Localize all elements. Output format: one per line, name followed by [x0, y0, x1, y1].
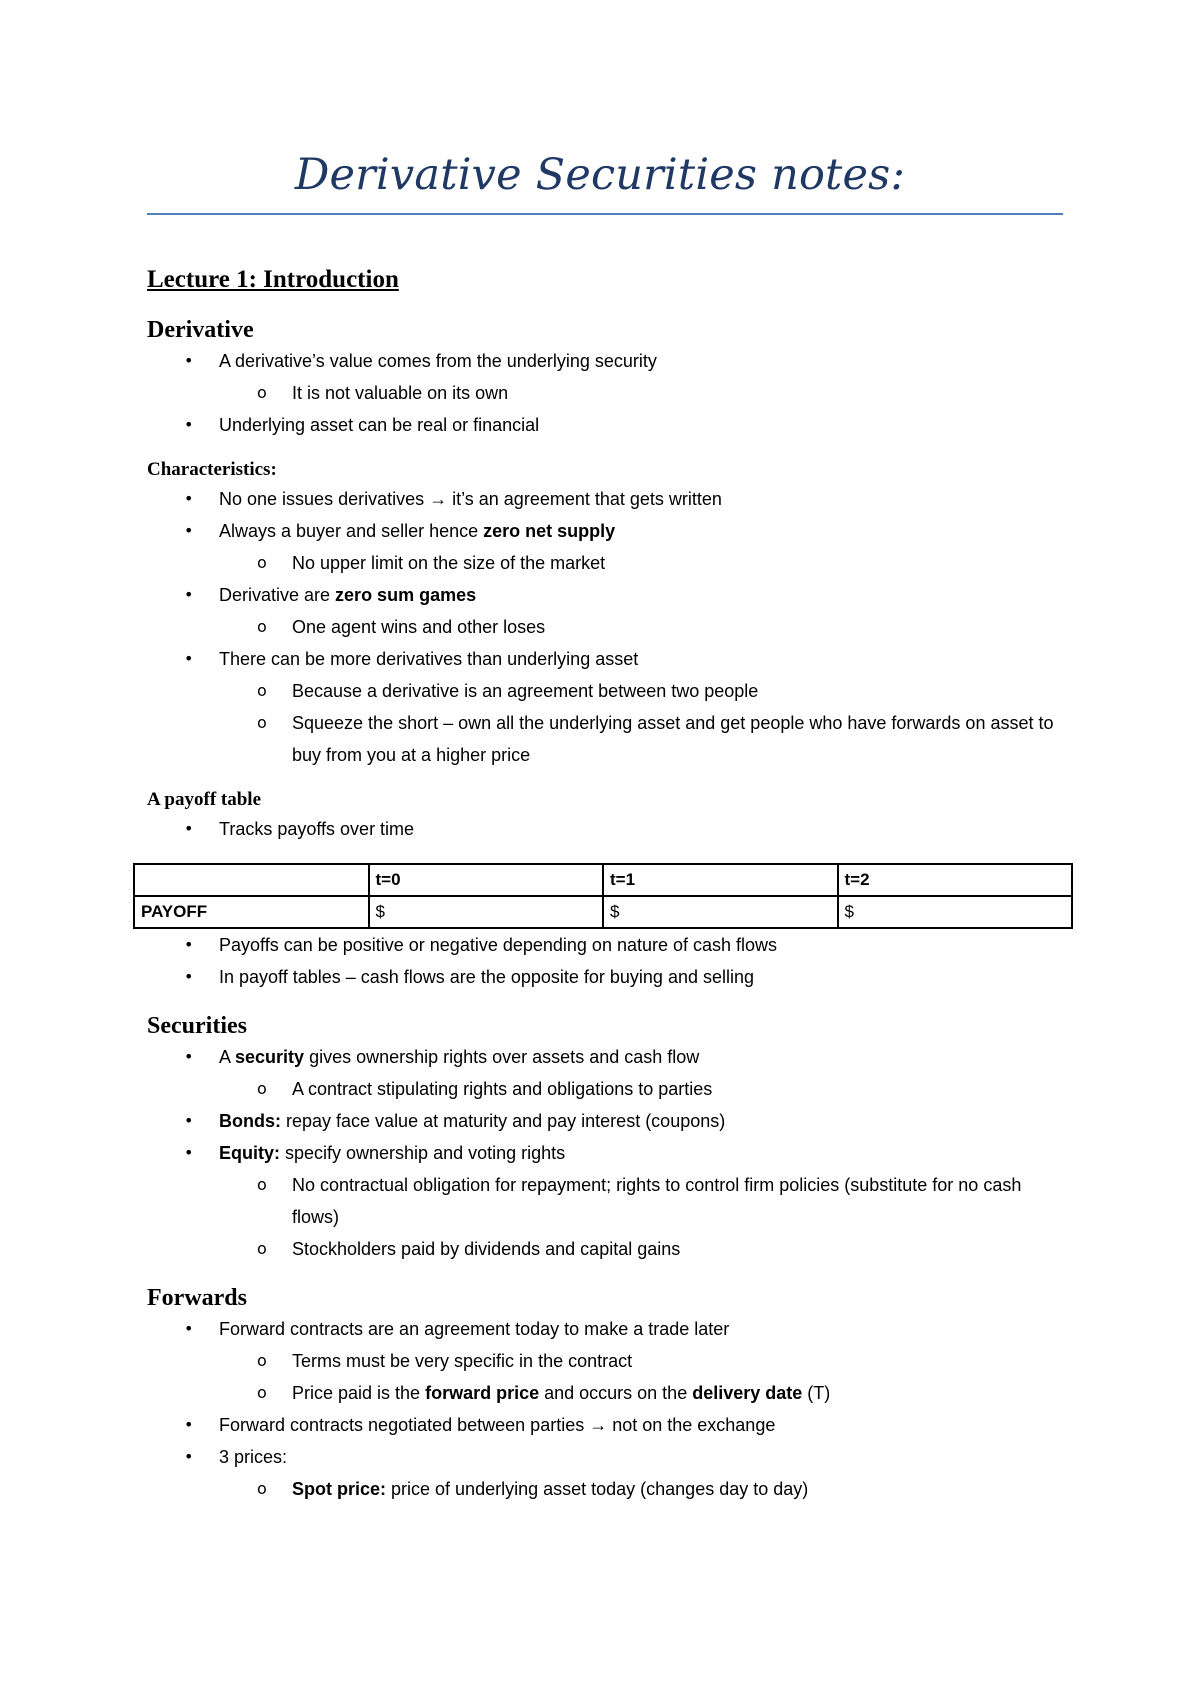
table-header-row	[134, 864, 1072, 896]
payoff-notes-list	[147, 929, 1067, 993]
list-item: • Bonds: repay face value at maturity and pay interest (coupons)	[147, 1105, 1067, 1137]
bullet-icon: •	[184, 1047, 194, 1066]
bullet-icon: •	[184, 1143, 194, 1162]
list-item: • There can be more derivatives than underlying asset	[147, 643, 1067, 675]
bullet-icon: •	[184, 649, 194, 668]
table-row-label: PAYOFF	[134, 896, 369, 928]
bullet-icon: •	[184, 935, 194, 954]
sub-bullet-icon: o	[257, 1351, 267, 1370]
bullet-icon: •	[184, 1111, 194, 1130]
bullet-icon: •	[184, 1447, 194, 1466]
table-cell: $	[603, 896, 838, 928]
list-item: • Tracks payoffs over time	[147, 813, 1067, 845]
list-item: • Derivative are zero sum games	[147, 579, 1067, 611]
bullet-icon: •	[184, 967, 194, 986]
sub-bullet-icon: o	[257, 1175, 267, 1194]
list-item: • Payoffs can be positive or negative depending on nature of cash flows	[147, 929, 1067, 961]
table-cell: $	[369, 896, 604, 928]
forwards-list	[147, 1313, 1067, 1505]
table-header-cell: t=1	[603, 864, 838, 896]
sub-bullet-icon: o	[257, 713, 267, 732]
payoff-list	[147, 813, 1067, 845]
sub-list-item: o Because a derivative is an agreement between two people	[147, 675, 1067, 707]
document-body	[141, 265, 1067, 1505]
bullet-icon: •	[184, 489, 194, 508]
list-item: • A security gives ownership rights over assets and cash flow	[147, 1041, 1067, 1073]
sub-bullet-icon: o	[257, 553, 267, 572]
list-item: • Forward contracts negotiated between parties → not on the exchange	[147, 1409, 1067, 1441]
sub-list-item: o Terms must be very specific in the contract	[147, 1345, 1067, 1377]
sub-list-item: o A contract stipulating rights and obligations to parties	[147, 1073, 1067, 1105]
list-item: • 3 prices:	[147, 1441, 1067, 1473]
sub-list-item: o Price paid is the forward price and occurs on the delivery date (T)	[147, 1377, 1067, 1409]
bullet-icon: •	[184, 521, 194, 540]
sub-bullet-icon: o	[257, 617, 267, 636]
list-item: • Underlying asset can be real or financial	[147, 409, 1067, 441]
sub-list-item: o No contractual obligation for repayment; rights to control firm policies (substitute for no cash flows)	[147, 1169, 1067, 1233]
sub-bullet-icon: o	[257, 1079, 267, 1098]
lecture-heading: Lecture 1: Introduction	[147, 266, 399, 293]
bullet-icon: •	[184, 351, 194, 370]
characteristics-list	[147, 483, 1067, 771]
sub-bullet-icon: o	[257, 1383, 267, 1402]
section-heading-derivative: Derivative	[147, 317, 254, 343]
sub-bullet-icon: o	[257, 681, 267, 700]
table-header-cell	[134, 864, 369, 896]
section-heading-characteristics: Characteristics:	[147, 459, 277, 480]
table-cell: $	[838, 896, 1073, 928]
sub-list-item: o Spot price: price of underlying asset today (changes day to day)	[147, 1473, 1067, 1505]
sub-list-item: o Squeeze the short – own all the underlying asset and get people who have forwards on asset to buy from you at a higher price	[147, 707, 1067, 771]
securities-list	[147, 1041, 1067, 1265]
bullet-icon: •	[184, 1415, 194, 1434]
bullet-icon: •	[184, 585, 194, 604]
sub-list-item: o No upper limit on the size of the market	[147, 547, 1067, 579]
sub-bullet-icon: o	[257, 383, 267, 402]
document-title: Derivative Securities notes:	[294, 150, 906, 200]
sub-list-item: o Stockholders paid by dividends and capital gains	[147, 1233, 1067, 1265]
list-item: • No one issues derivatives → it’s an agreement that gets written	[147, 483, 1067, 515]
list-item: • Equity: specify ownership and voting rights	[147, 1137, 1067, 1169]
payoff-table	[133, 863, 1073, 929]
sub-list-item: o It is not valuable on its own	[147, 377, 1067, 409]
sub-bullet-icon: o	[257, 1239, 267, 1258]
section-heading-securities: Securities	[147, 1013, 247, 1039]
list-item: • In payoff tables – cash flows are the opposite for buying and selling	[147, 961, 1067, 993]
list-item: • Forward contracts are an agreement today to make a trade later	[147, 1313, 1067, 1345]
table-header-cell: t=2	[838, 864, 1073, 896]
section-heading-forwards: Forwards	[147, 1285, 247, 1311]
sub-list-item: o One agent wins and other loses	[147, 611, 1067, 643]
table-header-cell: t=0	[369, 864, 604, 896]
bullet-icon: •	[184, 1319, 194, 1338]
list-item: • Always a buyer and seller hence zero net supply	[147, 515, 1067, 547]
bullet-icon: •	[184, 415, 194, 434]
section-heading-payoff-table: A payoff table	[147, 789, 261, 810]
title-underline	[147, 213, 1063, 215]
derivative-list	[147, 345, 1067, 441]
table-row	[134, 896, 1072, 928]
list-item: • A derivative’s value comes from the underlying security	[147, 345, 1067, 377]
sub-bullet-icon: o	[257, 1479, 267, 1498]
bullet-icon: •	[184, 819, 194, 838]
